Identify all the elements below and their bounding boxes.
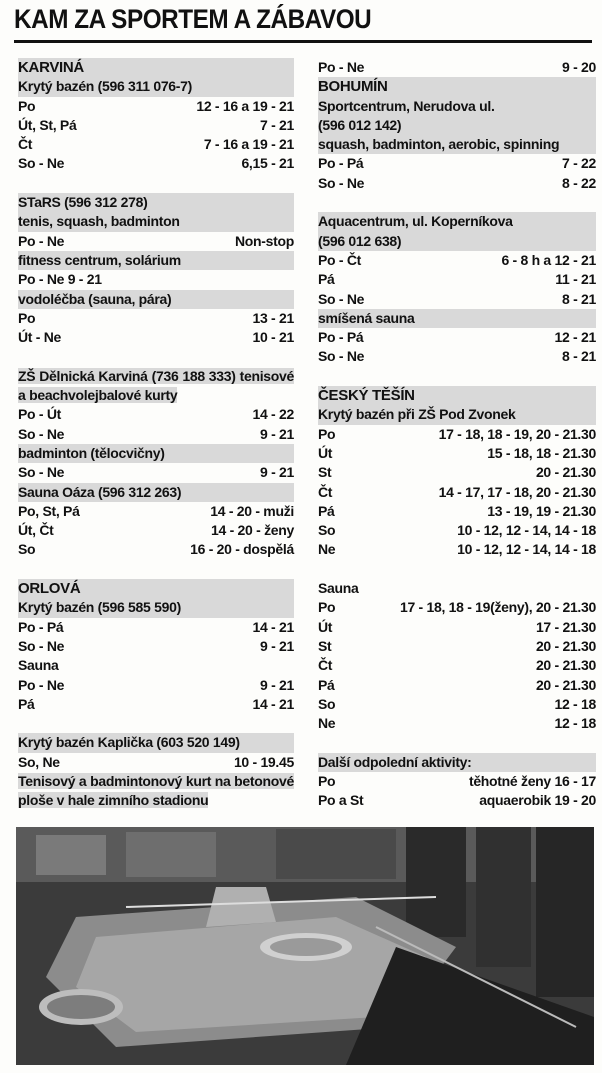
town-name: ORLOVÁ [18,580,81,598]
schedule-row [318,791,596,810]
day-label: Po [318,772,336,789]
day-label: So [318,695,336,712]
hours-value: 10 - 12, 12 - 14, 14 - 18 [457,522,596,539]
schedule-row [318,676,596,695]
schedule-row [318,656,596,675]
schedule-row [318,502,596,521]
day-label: (596 012 638) [318,232,402,249]
day-label: Po - Pá [18,618,64,635]
hours-value: 20 - 21.30 [535,657,596,674]
schedule-row [18,521,294,540]
spacer [18,347,294,366]
hours-value: 20 - 21.30 [535,464,596,481]
schedule-row [318,58,596,77]
pool-photo-illustration [16,827,594,1065]
hours-value: 8 - 21 [562,290,596,307]
schedule-row [318,463,596,482]
right-column [318,58,596,811]
hours-value: 10 - 21 [252,329,294,346]
day-label: So [18,541,36,558]
hours-value: 10 - 12, 12 - 14, 14 - 18 [457,541,596,558]
schedule-row [318,598,596,617]
hours-value: 15 - 18, 18 - 21.30 [487,444,596,461]
day-label: Po - Čt [318,251,362,268]
venue-label [18,656,294,675]
venue-label [18,270,294,289]
spacer [18,174,294,193]
pool-photo [16,827,594,1065]
schedule-row [18,695,294,714]
day-label: Po - Ne [18,676,65,693]
day-label: Po [18,97,36,114]
hours-value: 7 - 16 a 19 - 21 [203,136,294,153]
hours-value: 14 - 22 [252,406,294,423]
day-label: fitness centrum, solárium [18,251,181,268]
hours-value: 17 - 18, 18 - 19, 20 - 21.30 [438,425,596,442]
schedule-row [318,483,596,502]
schedule-row [318,618,596,637]
day-label: smíšená sauna [318,309,415,326]
town-name: KARVINÁ [18,59,84,76]
day-label: Po, St, Pá [18,502,80,519]
venue-label [18,598,294,617]
day-label: Po a St [318,792,364,809]
day-label: So - Ne [18,155,65,172]
hours-value: 10 - 19.45 [233,753,294,770]
day-label: So - Ne [18,637,65,654]
hours-value: Non-stop [234,232,294,249]
day-label: Út - Ne [18,329,62,346]
day-label: So [318,522,336,539]
hours-value: 13 - 21 [252,309,294,326]
day-label: Pá [318,676,335,693]
day-label: Pá [18,695,35,712]
hours-value: 6 - 8 h a 12 - 21 [501,251,596,268]
hours-value: aquaerobik 19 - 20 [479,792,596,809]
day-label: So - Ne [18,464,65,481]
day-label: Út, St, Pá [18,116,77,133]
schedule-row [318,251,596,270]
day-label: badminton (tělocvičny) [18,444,165,461]
day-label: So - Ne [318,290,365,307]
spacer [18,560,294,579]
day-label: Krytý bazén při ZŠ Pod Zvonek [318,406,516,423]
hours-value: těhotné ženy 16 - 17 [468,772,596,789]
day-label: Další odpolední aktivity: [318,753,472,770]
schedule-row [18,135,294,154]
day-label: Út [318,618,333,635]
venue-label [18,290,294,309]
venue-label [318,405,596,424]
hours-value: 8 - 22 [562,174,596,191]
day-label: Po - Ne [18,232,65,249]
day-label: squash, badminton, aerobic, spinning [318,136,560,153]
hours-value: 16 - 20 - dospělá [190,541,294,558]
schedule-row [18,116,294,135]
hours-value: 11 - 21 [555,271,596,288]
schedule-row [318,328,596,347]
day-label: Sportcentrum, Nerudova ul. [318,97,495,114]
schedule-row [318,270,596,289]
day-label: Čt [18,136,33,153]
schedule-row [18,328,294,347]
hours-value: 17 - 21.30 [535,618,596,635]
day-label: Po - Ne [318,59,365,75]
day-label: Sauna [18,657,59,674]
hours-value: 14 - 21 [252,695,294,712]
schedule-row [318,174,596,193]
hours-value: 9 - 21 [260,464,294,481]
day-label: Pá [318,502,335,519]
schedule-row [318,521,596,540]
venue-note-text: Tenisový a badmintonový kurt na betonové ploše v hale zimního stadionu [18,772,294,809]
hours-value: 14 - 21 [252,618,294,635]
hours-value: 14 - 20 - ženy [211,522,294,539]
hours-value: 20 - 21.30 [535,676,596,693]
town-heading [318,386,596,405]
venue-label [318,309,596,328]
schedule-row [318,772,596,791]
schedule-row [18,154,294,173]
schedule-row [318,714,596,733]
schedule-row [18,753,294,772]
hours-value: 13 - 19, 19 - 21.30 [487,502,596,519]
day-label: Út [318,444,333,461]
schedule-row [318,695,596,714]
venue-label [18,251,294,270]
day-label: Čt [318,657,333,674]
venue-label [18,444,294,463]
schedule-row [18,463,294,482]
hours-value: 9 - 20 [562,59,596,75]
schedule-row [18,232,294,251]
venue-label [318,135,596,154]
day-label: Pá [318,271,335,288]
day-label: St [318,637,332,654]
page-title: KAM ZA SPORTEM A ZÁBAVOU [14,4,372,34]
schedule-row [18,676,294,695]
day-label: Sauna Oáza (596 312 263) [18,483,182,500]
venue-label [318,97,596,116]
hours-value: 9 - 21 [260,676,294,693]
spacer [18,714,294,733]
hours-value: 12 - 18 [554,715,596,732]
town-heading [18,58,294,77]
venue-label [318,579,596,598]
day-label: Sauna [318,580,359,597]
day-label: Po - Út [18,406,62,423]
venue-label [18,733,294,752]
hours-value: 8 - 21 [562,348,596,365]
venue-label [318,116,596,135]
hours-value: 14 - 17, 17 - 18, 20 - 21.30 [438,483,596,500]
hours-value: 6,15 - 21 [241,155,294,172]
venue-label [318,212,596,231]
hours-value: 20 - 21.30 [535,637,596,654]
town-name: ČESKÝ TĚŠÍN [318,387,415,405]
schedule-row [318,425,596,444]
hours-value: 14 - 20 - muži [210,502,294,519]
schedule-row [318,290,596,309]
schedule-row [318,154,596,173]
schedule-row [18,309,294,328]
title-rule [14,40,592,43]
hours-value: 12 - 18 [554,695,596,712]
spacer [318,193,596,212]
day-label: STaRS (596 312 278) [18,194,148,211]
hours-value: 9 - 21 [260,425,294,442]
venue-note [18,772,294,811]
day-label: So, Ne [18,753,60,770]
day-label: Po [318,425,336,442]
day-label: So - Ne [318,174,365,191]
day-label: Krytý bazén Kaplička (603 520 149) [18,734,240,751]
schedule-row [18,405,294,424]
schedule-row [318,637,596,656]
spacer [318,560,596,579]
hours-value: 9 - 21 [260,637,294,654]
day-label: Aquacentrum, ul. Koperníkova [318,213,513,230]
schedule-row [318,444,596,463]
hours-value: 7 - 22 [562,155,596,172]
schedule-row [18,502,294,521]
venue-label [18,193,294,212]
day-label: Ne [318,541,336,558]
day-label: Po - Pá [318,329,364,346]
day-label: Po [18,309,36,326]
town-name: BOHUMÍN [318,78,388,96]
day-label: Čt [318,483,333,500]
day-label: So - Ne [18,425,65,442]
schedule-row [318,540,596,559]
schedule-row [18,425,294,444]
hours-value: 7 - 21 [260,116,294,133]
day-label: Krytý bazén (596 311 076-7) [18,78,193,95]
schedule-row [18,637,294,656]
left-column [18,58,294,811]
schedule-row [18,540,294,559]
hours-value: 17 - 18, 18 - 19(ženy), 20 - 21.30 [399,599,596,616]
venue-label [318,753,596,772]
venue-note-text: ZŠ Dělnická Karviná (736 188 333) tenisové a beachvolejbalové kurty [18,367,294,404]
hours-value: 12 - 16 a 19 - 21 [196,97,294,114]
spacer [318,733,596,752]
day-label: Po - Pá [318,155,364,172]
day-label: So - Ne [318,348,365,365]
venue-label [18,77,294,96]
day-label: Ne [318,715,336,732]
spacer [318,367,596,386]
venue-label [18,212,294,231]
venue-note [18,367,294,406]
day-label: tenis, squash, badminton [18,213,180,230]
day-label: Út, Čt [18,522,54,539]
town-heading [18,579,294,598]
day-label: (596 012 142) [318,116,402,133]
day-label: St [318,464,332,481]
hours-value: 12 - 21 [554,329,596,346]
venue-label [18,483,294,502]
schedule-row [18,618,294,637]
day-label: Po - Ne 9 - 21 [18,271,102,288]
town-heading [318,77,596,96]
day-label: Po [318,599,336,616]
schedule-row [18,97,294,116]
schedule-row [318,347,596,366]
day-label: vodoléčba (sauna, pára) [18,290,172,307]
day-label: Krytý bazén (596 585 590) [18,599,181,616]
venue-label [318,232,596,251]
